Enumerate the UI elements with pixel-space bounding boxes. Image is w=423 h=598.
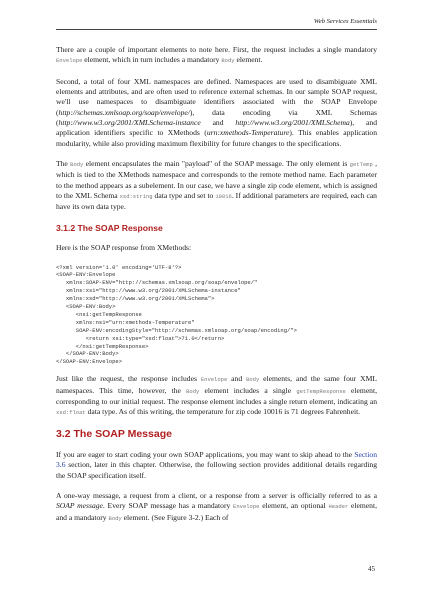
text: data type. As of this writing, the temperature for zip code 10016 is 71 degrees Fahrenheit. — [85, 407, 361, 417]
text: , which is tied to the XMethods namespace and corresponds to the remote method name. Each parameter to the method appears as a subelement. In our case, we have a single zip code element, which is assigned to the XML Schema — [56, 159, 378, 201]
term-italic: SOAP message — [56, 501, 103, 511]
paragraph-request-elements — [56, 45, 377, 67]
text: element, and a mandatory — [56, 501, 377, 522]
text: element includes a single — [199, 385, 297, 395]
text: element, an optional — [259, 501, 329, 511]
text: element. (See Figure 3-2.) Each of — [121, 512, 229, 522]
text: . If additional parameters are required, each can have its own data type. — [56, 191, 377, 212]
text: Second, a total of four XML namespaces are defined. Namespaces are used to disambiguate XML elements and attributes, and are often used to reference external schemas. In our sample SOAP request, we'll use namespaces to disambiguate identifiers associated with the SOAP Envelope ( — [56, 76, 377, 117]
text: ). This enables application modularity, while also providing maximum flexibility for future changes to the specifications. — [56, 128, 377, 148]
text: There are a couple of important elements to note here. First, the request includes a single mandatory — [56, 45, 377, 54]
code-inline: Header — [328, 503, 349, 511]
paragraph-response-intro: Here is the SOAP response from XMethods: — [56, 243, 192, 253]
text: data type and set to — [152, 191, 216, 201]
running-header: Web Services Essentials — [313, 18, 377, 25]
text: element, which in turn includes a mandatory — [82, 55, 222, 65]
text: If you are eager to start coding your own SOAP applications, you may want to skip ahead to the — [56, 450, 355, 459]
urn-italic: urn:xmethods-Temperature — [206, 128, 290, 138]
url-italic: http://schemas.xmlsoap.org/soap/envelope/ — [58, 107, 190, 117]
text: and — [227, 374, 247, 384]
code-inline: Body — [246, 376, 260, 384]
code-inline: getTemp — [349, 161, 373, 169]
text: ), and application identifiers specific to XMethods ( — [56, 118, 378, 138]
paragraph-response-explanation — [56, 374, 377, 418]
text: Just like the request, the response includes — [56, 374, 201, 384]
text: element, corresponding to our initial request. The response element includes a single return element, indicating an — [56, 385, 377, 406]
code-inline: Body — [221, 57, 235, 65]
code-inline: Envelope — [233, 503, 260, 511]
code-inline: Envelope — [200, 376, 228, 384]
code-inline: Body — [108, 514, 122, 522]
code-inline: xsd:float — [56, 409, 86, 417]
paragraph-body-element — [56, 159, 377, 213]
text: and — [200, 118, 236, 128]
paragraph-soap-message — [56, 491, 377, 524]
url-italic: http://www.w3.org/2001/XMLSchema-instance — [58, 118, 201, 128]
text: The — [56, 159, 71, 169]
code-inline: Body — [70, 161, 84, 169]
section-heading-soap-message: 3.2 The SOAP Message — [56, 427, 172, 440]
text: element encapsulates the main "payload" of the SOAP message. The only element is — [83, 159, 350, 169]
code-inline: 10016 — [215, 193, 232, 201]
code-inline: getTempResponse — [296, 387, 346, 395]
code-inline: Body — [186, 387, 200, 395]
text: ), data encoding via XML Schemas ( — [56, 107, 377, 128]
paragraph-namespaces — [56, 77, 377, 149]
text: . Every SOAP message has a mandatory — [102, 501, 234, 511]
page-body — [56, 45, 377, 534]
paragraph-skip-ahead — [56, 450, 377, 481]
code-inline: xsd:string — [119, 193, 153, 201]
section-heading-soap-response: 3.1.2 The SOAP Response — [56, 222, 163, 233]
text: elements, and the same four XML namespaces. This time, however, the — [56, 374, 377, 395]
text: element. — [234, 55, 263, 65]
header-rule — [56, 29, 377, 30]
code-inline: Envelope — [56, 57, 83, 65]
section-link[interactable]: Section 3.6 — [56, 450, 377, 470]
code-block-soap-response: <?xml version='1.0' encoding='UTF-8'?> <SOAP-ENV:Envelope xmlns:SOAP-ENV="http://schemas.xmlsoap.org/soap/envelope/" xmlns:xsi="http://www.w3.org/2001/XMLSchema-instance" xmlns:xsd="http://www.w3.org/2001/XMLSchema"> <SOAP-ENV:Body> <ns1:getTempResponse xmlns:ns1="urn:xmethods-Temperature" SOAP-ENV:encodingStyle="http://schemas.xmlsoap.org/soap/encoding/"> <return xsi:type="xsd:float">71.0</return> </ns1:getTempResponse> </SOAP-ENV:Body> </SOAP-ENV:Envelope> — [56, 263, 297, 366]
text: A one-way message, a request from a client, or a response from a server is officially referred to as a — [56, 491, 377, 501]
text: section, later in this chapter. Otherwise, the following section provides additional details regarding the SOAP specification itself. — [56, 460, 377, 480]
url-italic: http://www.w3.org/2001/XMLSchema — [235, 118, 350, 128]
page-number: 45 — [368, 565, 375, 573]
